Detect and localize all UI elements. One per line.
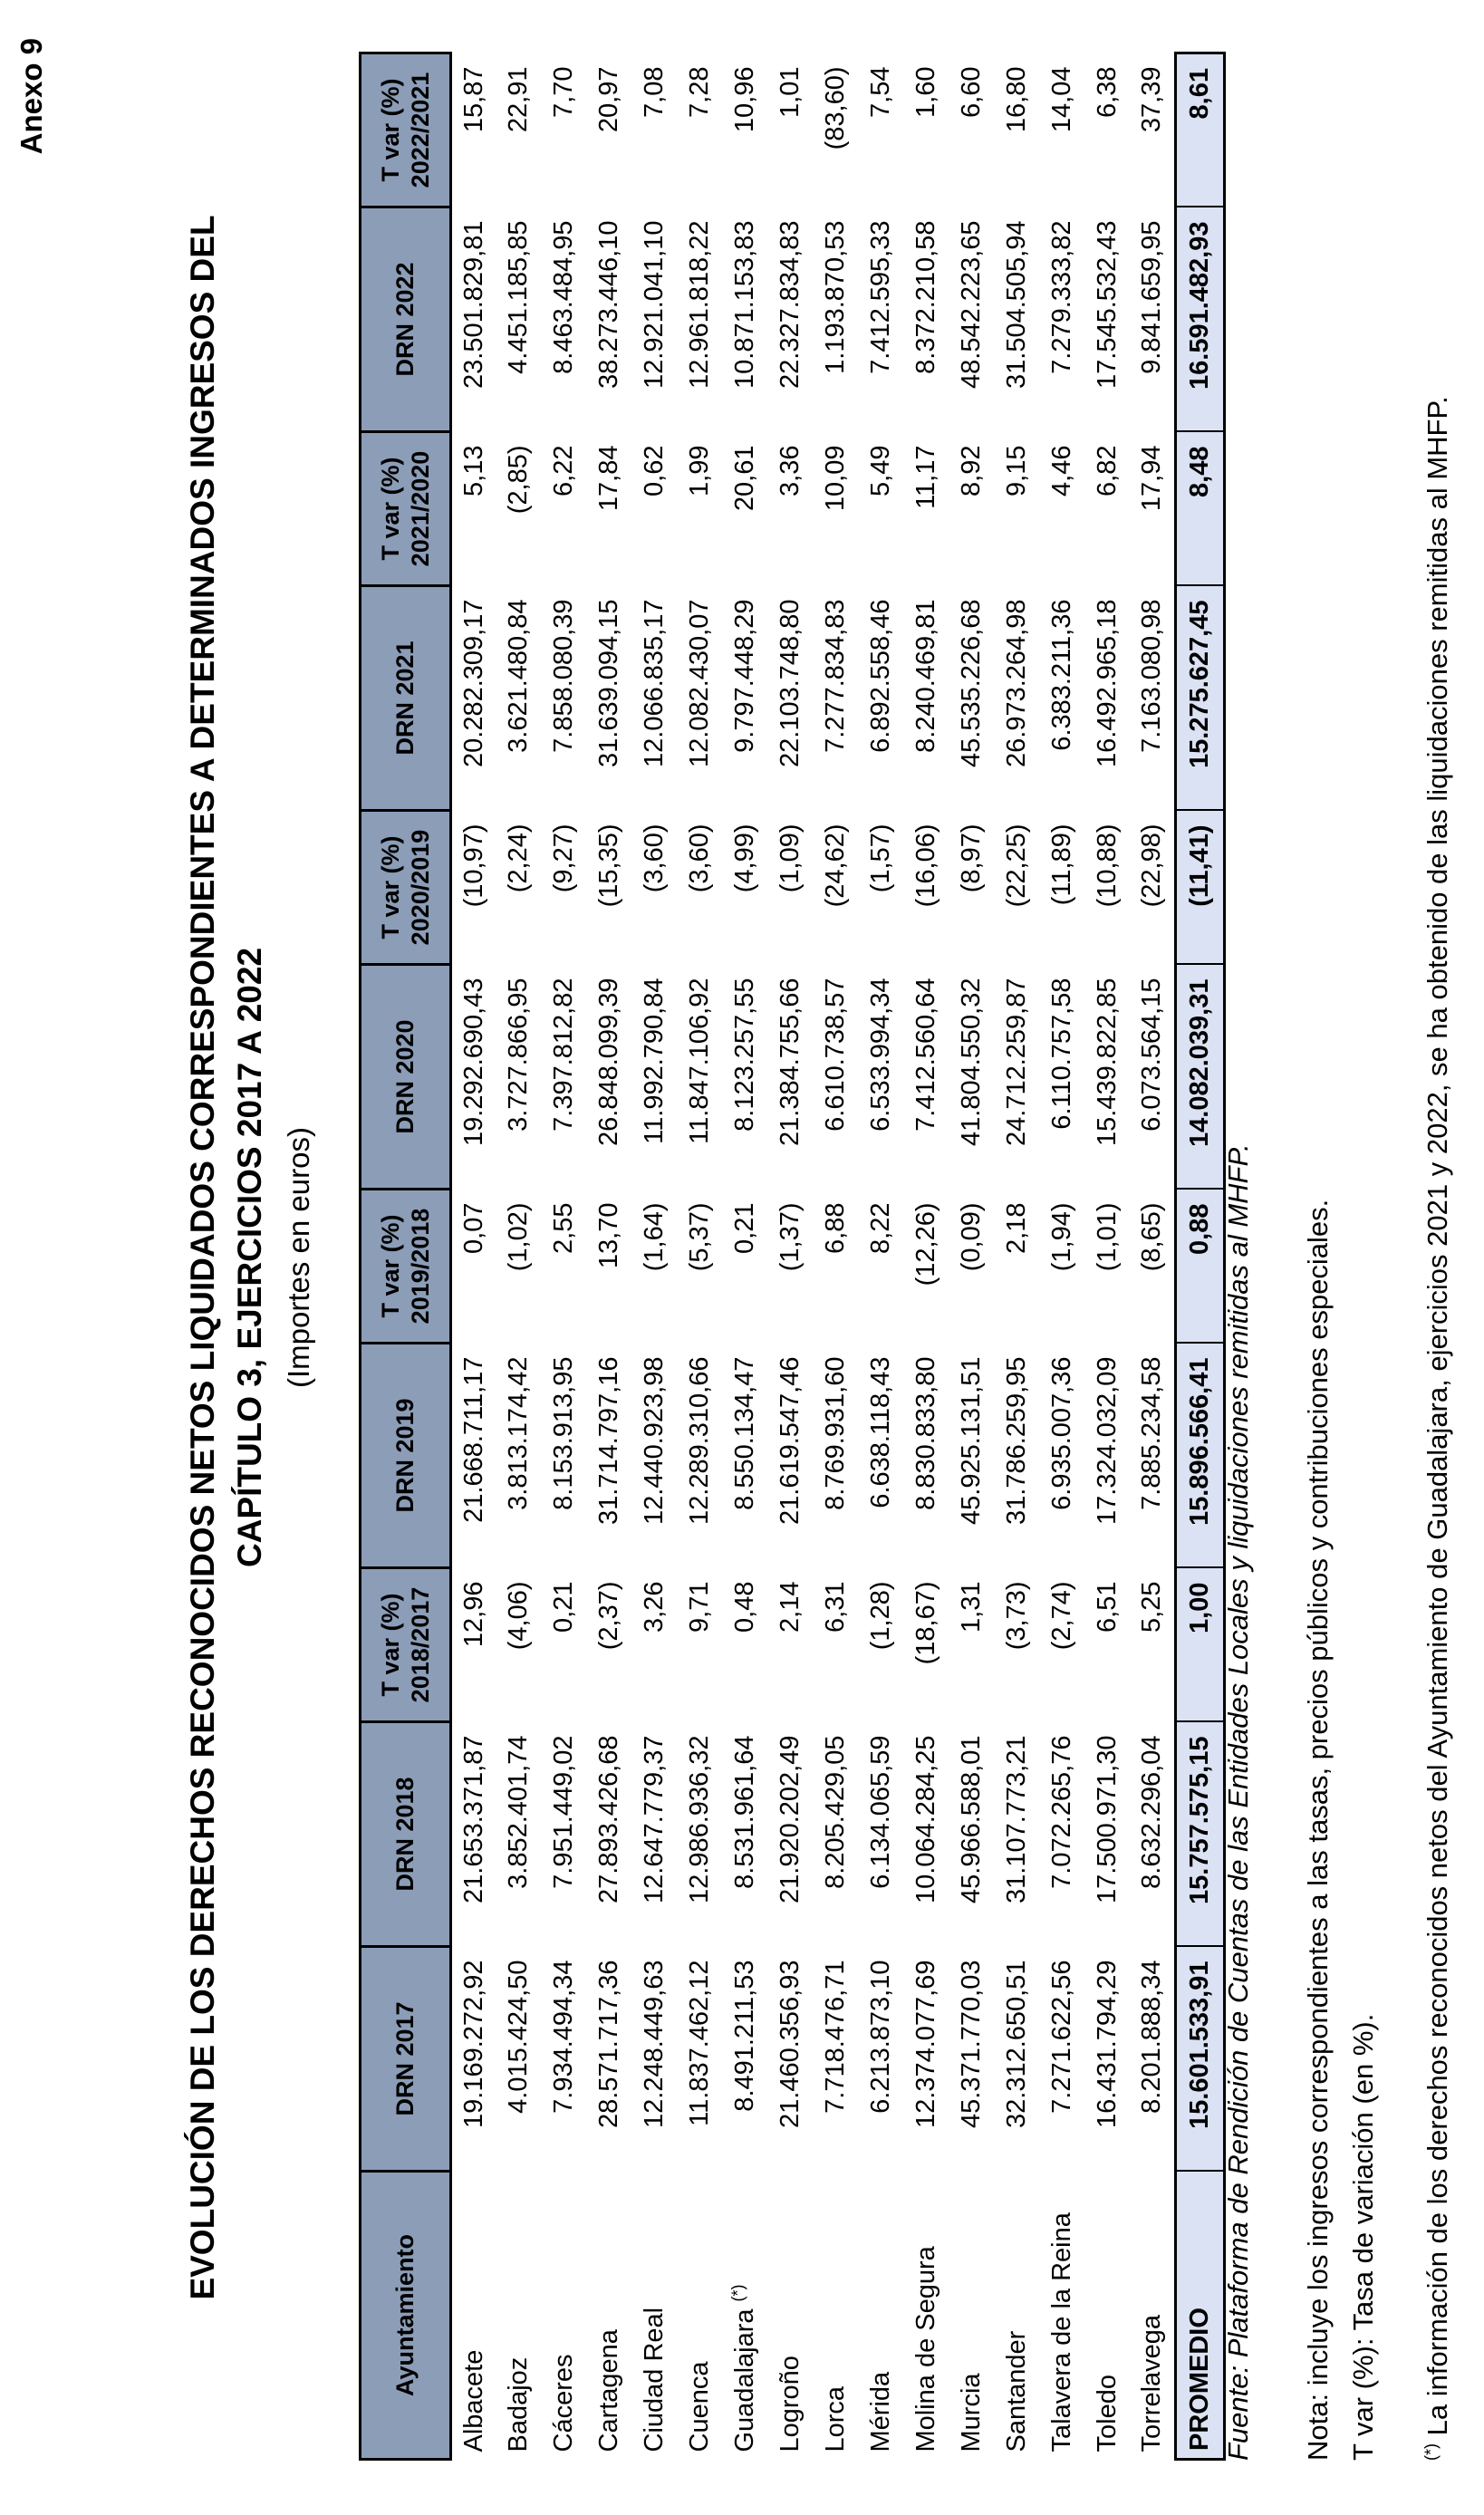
table-cell: 12.647.779,37	[640, 1735, 669, 1903]
table-cell: (1,09)	[776, 824, 805, 893]
table-cell: 17,84	[594, 445, 623, 512]
table-cell: 14,04	[1047, 66, 1076, 133]
table-cell: 7.718.476,71	[821, 1960, 850, 2114]
table-cell: 45.535.226,68	[957, 599, 986, 767]
table-cell: 12,96	[458, 1581, 488, 1648]
row-label: Santander	[1002, 2330, 1031, 2452]
table-cell: 15,87	[458, 66, 488, 133]
table-cell: 7,08	[640, 66, 669, 118]
table-cell: 4,46	[1047, 445, 1076, 496]
table-cell: 15.275.627,45	[1176, 586, 1225, 811]
table-cell: 27.893.426,68	[594, 1735, 623, 1903]
table-cell: (4,06)	[504, 1581, 533, 1651]
table-cell: 6.892.558,46	[866, 599, 895, 753]
table-cell: 17.545.532,43	[1093, 220, 1122, 389]
table-cell: 11.847.106,92	[685, 978, 714, 1144]
table-cell: 16.492.965,18	[1093, 599, 1122, 767]
table-cell: (15,35)	[594, 824, 623, 908]
table-row	[814, 53, 859, 2460]
col-header-2: DRN 2018	[361, 1722, 451, 1947]
table-cell: 8.153.913,95	[549, 1356, 578, 1510]
table-cell: 6,38	[1093, 66, 1122, 118]
table-cell: 32.312.650,51	[1002, 1960, 1031, 2128]
table-cell: 3,26	[640, 1581, 669, 1633]
table-cell: 24.712.259,87	[1002, 978, 1031, 1146]
table-cell: 9.797.448,29	[730, 599, 759, 753]
table-cell: 41.804.550,32	[957, 978, 986, 1146]
table-cell: 22.327.834,83	[776, 220, 805, 389]
table-cell: (1,01)	[1093, 1202, 1122, 1272]
table-cell: 26.973.264,98	[1002, 599, 1031, 767]
table-cell: 7.951.449,02	[549, 1735, 578, 1889]
table-row	[678, 53, 723, 2460]
table-cell: 8.491.211,53	[730, 1960, 759, 2112]
table-cell: 28.571.717,36	[594, 1960, 623, 2128]
page-title-line-1: EVOLUCIÓN DE LOS DERECHOS RECONOCIDOS NETOS LIQUIDADOS CORRESPONDIENTES A DETERMINADOS INGRESOS DEL	[184, 215, 221, 2300]
row-label: Mérida	[866, 2371, 895, 2452]
table-cell: 12.248.449,63	[640, 1960, 669, 2128]
table-cell: 12.440.923,98	[640, 1356, 669, 1525]
table-cell: 7.163.080,98	[1137, 599, 1167, 753]
table-cell: 45.371.770,03	[957, 1960, 986, 2128]
table-cell: 12.289.310,66	[685, 1356, 714, 1525]
table-cell: 3.727.866,95	[504, 978, 533, 1132]
table-cell: 6,88	[821, 1202, 850, 1254]
col-header-1: DRN 2017	[361, 1947, 451, 2172]
table-cell: (2,74)	[1047, 1581, 1076, 1651]
table-cell: 13,70	[594, 1202, 623, 1269]
table-cell: (10,97)	[458, 824, 488, 908]
table-cell: 17,94	[1137, 445, 1167, 512]
footnote-0: Fuente: Plataforma de Rendición de Cuentas de las Entidades Locales y liquidaciones remitidas al MHFP.	[1222, 1143, 1254, 2461]
table-row	[904, 53, 949, 2460]
table-cell: 0,62	[640, 445, 669, 496]
table-cell: 17.500.971,30	[1093, 1735, 1122, 1903]
table-cell: 3.621.480,84	[504, 599, 533, 753]
table-cell: 21.668.711,17	[458, 1356, 488, 1523]
data-table-container	[359, 52, 1226, 2461]
table-cell: 1,60	[911, 66, 940, 118]
row-label: Cartagena	[594, 2329, 623, 2452]
table-cell: 3,36	[776, 445, 805, 496]
table-cell: 20,97	[594, 66, 623, 133]
table-cell: 3.852.401,74	[504, 1735, 533, 1889]
table-cell: 17.324.032,09	[1093, 1356, 1122, 1525]
table-cell: 7.397.812,82	[549, 978, 578, 1132]
row-label: Cáceres	[549, 2354, 578, 2452]
table-cell: (22,25)	[1002, 824, 1031, 908]
table-cell: (1,37)	[776, 1202, 805, 1272]
table-cell: 7.279.333,82	[1047, 220, 1076, 374]
table-cell: (83,60)	[821, 66, 850, 150]
table-cell: 7.072.265,76	[1047, 1735, 1076, 1889]
table-cell: (1,94)	[1047, 1202, 1076, 1272]
table-cell: 26.848.099,39	[594, 978, 623, 1146]
table-cell: 7.412.595,33	[866, 220, 895, 374]
footnote-3: (*) La información de los derechos reconocidos netos del Ayuntamiento de Guadalajara, ejercicios 2021 y 2022, se ha obtenido de las liquidaciones remitidas al MHFP.	[1421, 396, 1453, 2461]
table-cell: 6,60	[957, 66, 986, 118]
table-cell: 20,61	[730, 445, 759, 512]
table-cell: 10,96	[730, 66, 759, 133]
table-cell: 6.935.007,36	[1047, 1356, 1076, 1510]
table-cell: 7.271.622,56	[1047, 1960, 1076, 2114]
table-cell: 5,25	[1137, 1581, 1167, 1633]
table-cell: 1,01	[776, 66, 805, 118]
footnote-1: Nota: incluye los ingresos correspondientes a las tasas, precios públicos y contribuciones especiales.	[1302, 1199, 1334, 2461]
promedio-row	[1176, 53, 1225, 2460]
table-cell: 9,15	[1002, 445, 1031, 496]
table-row	[995, 53, 1040, 2460]
col-header-8: DRN 2021	[361, 586, 451, 811]
table-cell: 8.372.210,58	[911, 220, 940, 374]
table-cell: 31.786.259,95	[1002, 1356, 1031, 1525]
table-cell: 8.531.961,64	[730, 1735, 759, 1889]
table-cell: 8.240.469,81	[911, 599, 940, 753]
table-cell: (1,28)	[866, 1581, 895, 1651]
table-cell: 6.213.873,10	[866, 1960, 895, 2114]
row-label: Ciudad Real	[640, 2307, 669, 2452]
table-cell: 0,48	[730, 1581, 759, 1633]
row-label: Cuenca	[685, 2361, 714, 2452]
table-cell: 21.920.202,49	[776, 1735, 805, 1903]
footnote-2: T var (%): Tasa de variación (en %).	[1347, 2013, 1379, 2461]
table-cell: (1,02)	[504, 1202, 533, 1272]
table-row	[451, 53, 496, 2460]
table-cell: 1.193.870,53	[821, 220, 850, 374]
table-row	[632, 53, 678, 2460]
table-cell: 31.714.797,16	[594, 1356, 623, 1525]
table-cell: 10.064.284,25	[911, 1735, 940, 1903]
table-cell: 11,17	[911, 445, 940, 509]
table-cell: 19.169.272,92	[458, 1960, 488, 2128]
table-cell: 7.277.834,83	[821, 599, 850, 753]
table-cell: 14.082.039,31	[1176, 965, 1225, 1190]
table-cell: (8,65)	[1137, 1202, 1167, 1272]
table-cell: 12.374.077,69	[911, 1960, 940, 2128]
col-header-3: T var (%) 2018/2017	[361, 1568, 451, 1722]
row-label: Albacete	[458, 2349, 488, 2452]
table-cell: (5,37)	[685, 1202, 714, 1272]
table-cell: 0,07	[458, 1202, 488, 1254]
table-cell: 15.439.822,85	[1093, 978, 1122, 1146]
col-header-7: T var (%) 2020/2019	[361, 811, 451, 965]
table-cell: 7,28	[685, 66, 714, 118]
row-label: Badajoz	[504, 2356, 533, 2452]
table-cell: 6.110.757,58	[1047, 978, 1076, 1130]
table-row	[949, 53, 995, 2460]
col-header-6: DRN 2020	[361, 965, 451, 1190]
table-cell: 21.384.755,66	[776, 978, 805, 1146]
table-cell: (3,60)	[685, 824, 714, 893]
table-cell: 16.591.482,93	[1176, 207, 1225, 432]
col-header-11: T var (%) 2022/2021	[361, 53, 451, 207]
asterisk-superscript: (*)	[728, 2284, 747, 2302]
table-cell: 23.501.829,81	[458, 220, 488, 389]
table-cell: 16,80	[1002, 66, 1031, 133]
table-cell: (2,37)	[594, 1581, 623, 1651]
table-cell: 8,48	[1176, 432, 1225, 586]
table-cell: 11.992.790,84	[640, 978, 669, 1144]
table-cell: 31.639.094,15	[594, 599, 623, 767]
table-cell: 2,18	[1002, 1202, 1031, 1254]
table-cell: 12.082.430,07	[685, 599, 714, 767]
row-label: PROMEDIO	[1176, 2172, 1225, 2460]
table-cell: 8,22	[866, 1202, 895, 1254]
table-cell: 48.542.223,65	[957, 220, 986, 389]
header-row	[361, 53, 451, 2460]
page-title-line-2: CAPÍTULO 3, EJERCICIOS 2017 A 2022	[231, 947, 268, 1568]
row-label: Lorca	[821, 2385, 850, 2452]
table-cell: 2,55	[549, 1202, 578, 1254]
table-cell: 45.925.131,51	[957, 1356, 986, 1525]
row-label: Molina de Segura	[911, 2246, 940, 2452]
table-cell: (10,88)	[1093, 824, 1122, 908]
table-cell: 16.431.794,29	[1093, 1960, 1122, 2128]
table-cell: (12,26)	[911, 1202, 940, 1286]
table-cell: 8.550.134,47	[730, 1356, 759, 1510]
row-label: Guadalajara (*)	[728, 2284, 759, 2452]
table-cell: 8.769.931,60	[821, 1356, 850, 1510]
page-subtitle: (Importes en euros)	[282, 1127, 315, 1388]
table-cell: 12.961.818,22	[685, 220, 714, 389]
table-cell: 6,82	[1093, 445, 1122, 496]
table-cell: 7.934.494,34	[549, 1960, 578, 2114]
col-header-5: T var (%) 2019/2018	[361, 1190, 451, 1344]
table-cell: 20.282.309,17	[458, 599, 488, 767]
table-cell: 21.653.371,87	[458, 1735, 488, 1903]
table-cell: (2,85)	[504, 445, 533, 515]
table-cell: 6,51	[1093, 1581, 1122, 1633]
table-cell: 1,99	[685, 445, 714, 496]
table-cell: 8.830.833,80	[911, 1356, 940, 1510]
table-cell: (1,57)	[866, 824, 895, 893]
table-cell: 1,31	[957, 1581, 986, 1633]
table-cell: 6,22	[549, 445, 578, 496]
table-cell: 12.986.936,32	[685, 1735, 714, 1903]
title-block	[179, 0, 319, 2515]
annex-label: Anexo 9	[14, 38, 48, 155]
row-label: Torrelavega	[1137, 2314, 1167, 2452]
table-cell: 6.533.994,34	[866, 978, 895, 1132]
table-cell: 7.885.234,58	[1137, 1356, 1167, 1510]
table-cell: 31.504.505,94	[1002, 220, 1031, 389]
table-cell: 9,71	[685, 1581, 714, 1633]
table-cell: 5,49	[866, 445, 895, 496]
row-label: Talavera de la Reina	[1047, 2212, 1076, 2452]
table-cell: 6.383.211,36	[1047, 599, 1076, 751]
table-cell: 7,54	[866, 66, 895, 118]
col-header-9: T var (%) 2021/2020	[361, 432, 451, 586]
table-cell: 15.601.533,91	[1176, 1947, 1225, 2172]
table-cell: 12.921.041,10	[640, 220, 669, 389]
table-cell: 38.273.446,10	[594, 220, 623, 389]
table-cell: 21.460.356,93	[776, 1960, 805, 2128]
table-cell: 3.813.174,42	[504, 1356, 533, 1510]
table-cell: 6.134.065,59	[866, 1735, 895, 1889]
col-header-10: DRN 2022	[361, 207, 451, 432]
table-cell: 2,14	[776, 1581, 805, 1633]
col-header-0: Ayuntamiento	[361, 2172, 451, 2460]
table-row	[859, 53, 904, 2460]
table-cell: (9,27)	[549, 824, 578, 893]
table-cell: 0,21	[730, 1202, 759, 1254]
table-cell: 7,70	[549, 66, 578, 118]
table-cell: 15.896.566,41	[1176, 1344, 1225, 1568]
table-cell: 6,31	[821, 1581, 850, 1633]
table-cell: 0,88	[1176, 1190, 1225, 1344]
row-label: Logroño	[776, 2356, 805, 2452]
table-cell: 8.201.888,34	[1137, 1960, 1167, 2114]
col-header-4: DRN 2019	[361, 1344, 451, 1568]
table-cell: 37,39	[1137, 66, 1167, 133]
table-row	[1040, 53, 1085, 2460]
table-cell: 9.841.659,95	[1137, 220, 1167, 374]
table-cell: 4.451.185,85	[504, 220, 533, 374]
table-cell: 8.205.429,05	[821, 1735, 850, 1889]
asterisk-superscript: (*)	[1421, 2443, 1441, 2461]
table-cell: 6.638.118,43	[866, 1356, 895, 1508]
table-cell: 8,92	[957, 445, 986, 496]
table-cell: (18,67)	[911, 1581, 940, 1665]
table-cell: 7.412.560,64	[911, 978, 940, 1132]
table-cell: (24,62)	[821, 824, 850, 908]
table-row	[496, 53, 542, 2460]
table-cell: 10.871.153,83	[730, 220, 759, 389]
table-cell: (11,41)	[1176, 811, 1225, 965]
table-cell: 0,21	[549, 1581, 578, 1633]
table-cell: (3,60)	[640, 824, 669, 893]
table-cell: 6.073.564,15	[1137, 978, 1167, 1132]
table-row	[1131, 53, 1176, 2460]
table-cell: 10,09	[821, 445, 850, 512]
table-cell: 4.015.424,50	[504, 1960, 533, 2114]
table-row	[542, 53, 587, 2460]
table-row	[723, 53, 768, 2460]
table-row	[768, 53, 814, 2460]
table-cell: (22,98)	[1137, 824, 1167, 908]
row-label: Murcia	[957, 2373, 986, 2452]
data-table	[359, 52, 1226, 2461]
table-cell: 8.632.296,04	[1137, 1735, 1167, 1889]
table-cell: 31.107.773,21	[1002, 1735, 1031, 1903]
table-cell: 22.103.748,80	[776, 599, 805, 767]
table-cell: (16,06)	[911, 824, 940, 908]
table-cell: 8,61	[1176, 53, 1225, 207]
table-cell: 5,13	[458, 445, 488, 496]
table-cell: 45.966.588,01	[957, 1735, 986, 1903]
table-cell: 21.619.547,46	[776, 1356, 805, 1525]
table-cell: (3,73)	[1002, 1581, 1031, 1651]
row-label: Toledo	[1093, 2375, 1122, 2452]
table-row	[587, 53, 632, 2460]
table-cell: 1,00	[1176, 1568, 1225, 1722]
table-cell: 11.837.462,12	[685, 1960, 714, 2126]
table-row	[1085, 53, 1131, 2460]
table-cell: 6.610.738,57	[821, 978, 850, 1132]
table-cell: 22,91	[504, 66, 533, 133]
table-cell: 12.066.835,17	[640, 599, 669, 767]
table-cell: 19.292.690,43	[458, 978, 488, 1146]
table-cell: (1,64)	[640, 1202, 669, 1272]
table-cell: 7.858.080,39	[549, 599, 578, 753]
table-cell: 8.463.484,95	[549, 220, 578, 374]
table-cell: 15.757.575,15	[1176, 1722, 1225, 1947]
table-cell: 8.123.257,55	[730, 978, 759, 1132]
table-cell: (2,24)	[504, 824, 533, 893]
table-cell: (0,09)	[957, 1202, 986, 1272]
table-cell: (11,89)	[1047, 824, 1076, 906]
table-cell: (8,97)	[957, 824, 986, 893]
table-cell: (4,99)	[730, 824, 759, 893]
